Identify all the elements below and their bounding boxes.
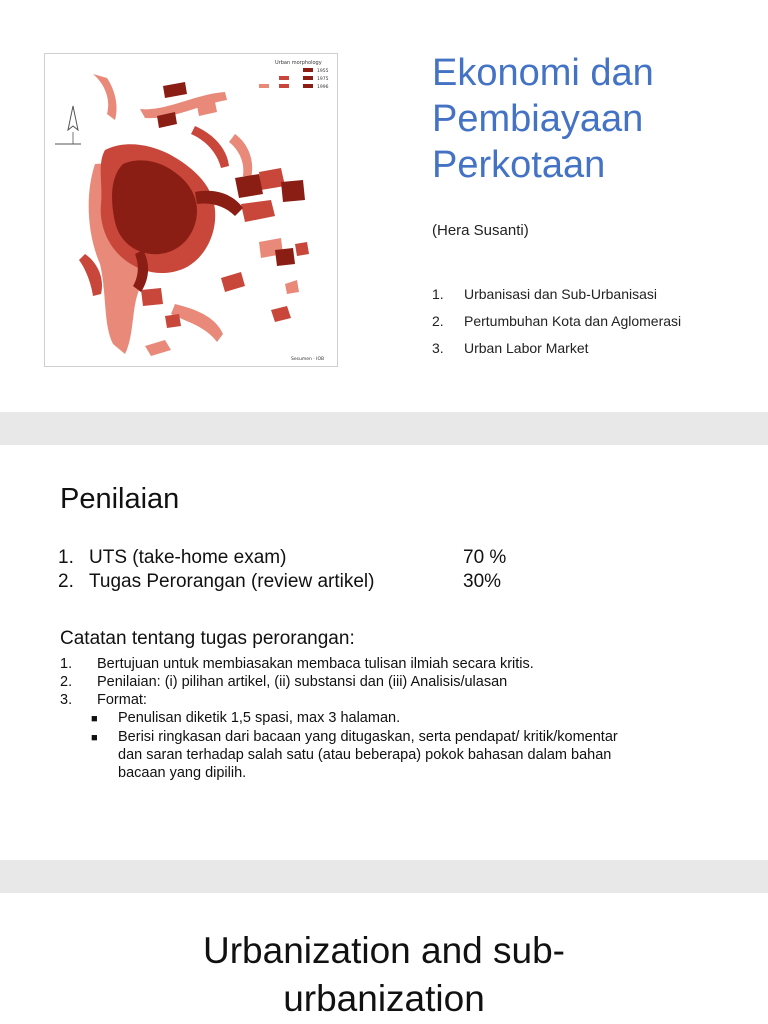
list-item — [432, 340, 681, 367]
format-item-text: Penulisan diketik 1,5 spasi, max 3 halaman. — [118, 710, 401, 726]
note-text: Format: — [97, 692, 147, 708]
title-line-2: Pembiayaan — [432, 98, 644, 140]
grading-row — [58, 546, 506, 570]
note-number: 2. — [60, 674, 73, 690]
topic-list — [432, 286, 681, 367]
grading-label: UTS (take-home exam) — [89, 547, 287, 568]
map-graphic — [45, 54, 337, 366]
format-item — [91, 728, 638, 782]
grading-row — [58, 570, 506, 594]
list-item-text: Urban Labor Market — [464, 340, 589, 356]
grading-number: 2. — [58, 571, 74, 592]
map-legend-title: Urban morphology — [275, 60, 322, 66]
list-item — [432, 313, 681, 340]
square-bullet-icon: ■ — [91, 713, 98, 725]
notes-list — [60, 655, 638, 782]
legend-swatch-mid-2 — [279, 84, 289, 88]
note-number: 3. — [60, 692, 73, 708]
list-item-number: 3. — [432, 340, 444, 356]
grading-weight: 30% — [463, 571, 502, 592]
compass-icon — [55, 106, 81, 144]
title-line-3: Perkotaan — [432, 144, 606, 186]
format-sublist — [91, 709, 638, 782]
grading-number: 1. — [58, 547, 74, 568]
legend-year-2: 1975 — [317, 77, 329, 82]
slide-3-title-line-1: Urbanization and sub- — [203, 930, 565, 971]
note-item — [60, 673, 638, 691]
list-item-text: Pertumbuhan Kota dan Aglomerasi — [464, 313, 682, 329]
note-item — [60, 691, 638, 709]
legend-swatch-light — [259, 84, 269, 88]
urban-morphology-map — [44, 53, 338, 367]
slide-3-title-line-2: urbanization — [283, 978, 485, 1019]
slide-3-title — [0, 927, 768, 1023]
legend-swatch-1955 — [303, 68, 313, 72]
note-text: Bertujuan untuk membiasakan membaca tulisan ilmiah secara kritis. — [97, 656, 534, 672]
note-text: Penilaian: (i) pilihan artikel, (ii) substansi dan (iii) Analisis/ulasan — [97, 674, 508, 690]
title-line-1: Ekonomi dan — [432, 52, 654, 94]
legend-swatch-1996 — [303, 84, 313, 88]
legend-year-1: 1955 — [317, 69, 329, 74]
author-name: (Hera Susanti) — [432, 222, 529, 239]
slide-2-title: Penilaian — [60, 483, 180, 515]
legend-year-3: 1996 — [317, 85, 329, 90]
note-item — [60, 655, 638, 673]
grading-weight: 70 % — [463, 547, 507, 568]
legend-swatch-1975 — [303, 76, 313, 80]
grading-table — [58, 546, 506, 594]
list-item-text: Urbanisasi dan Sub-Urbanisasi — [464, 286, 657, 302]
legend-swatch-mid — [279, 76, 289, 80]
list-item — [432, 286, 681, 313]
list-item-number: 1. — [432, 286, 444, 302]
note-number: 1. — [60, 656, 73, 672]
square-bullet-icon: ■ — [91, 732, 98, 744]
map-credit: Sesumen · IOB — [291, 357, 325, 362]
format-item — [91, 709, 638, 728]
slide-1-title — [432, 50, 752, 188]
grading-label: Tugas Perorangan (review artikel) — [89, 571, 375, 592]
list-item-number: 2. — [432, 313, 444, 329]
notes-heading: Catatan tentang tugas perorangan: — [60, 628, 355, 649]
format-item-text: Berisi ringkasan dari bacaan yang ditugaskan, serta pendapat/ kritik/komentar dan saran terhadap salah satu (atau beberapa) pokok bahasan dalam bahan bacaan yang dipilih. — [118, 729, 618, 781]
